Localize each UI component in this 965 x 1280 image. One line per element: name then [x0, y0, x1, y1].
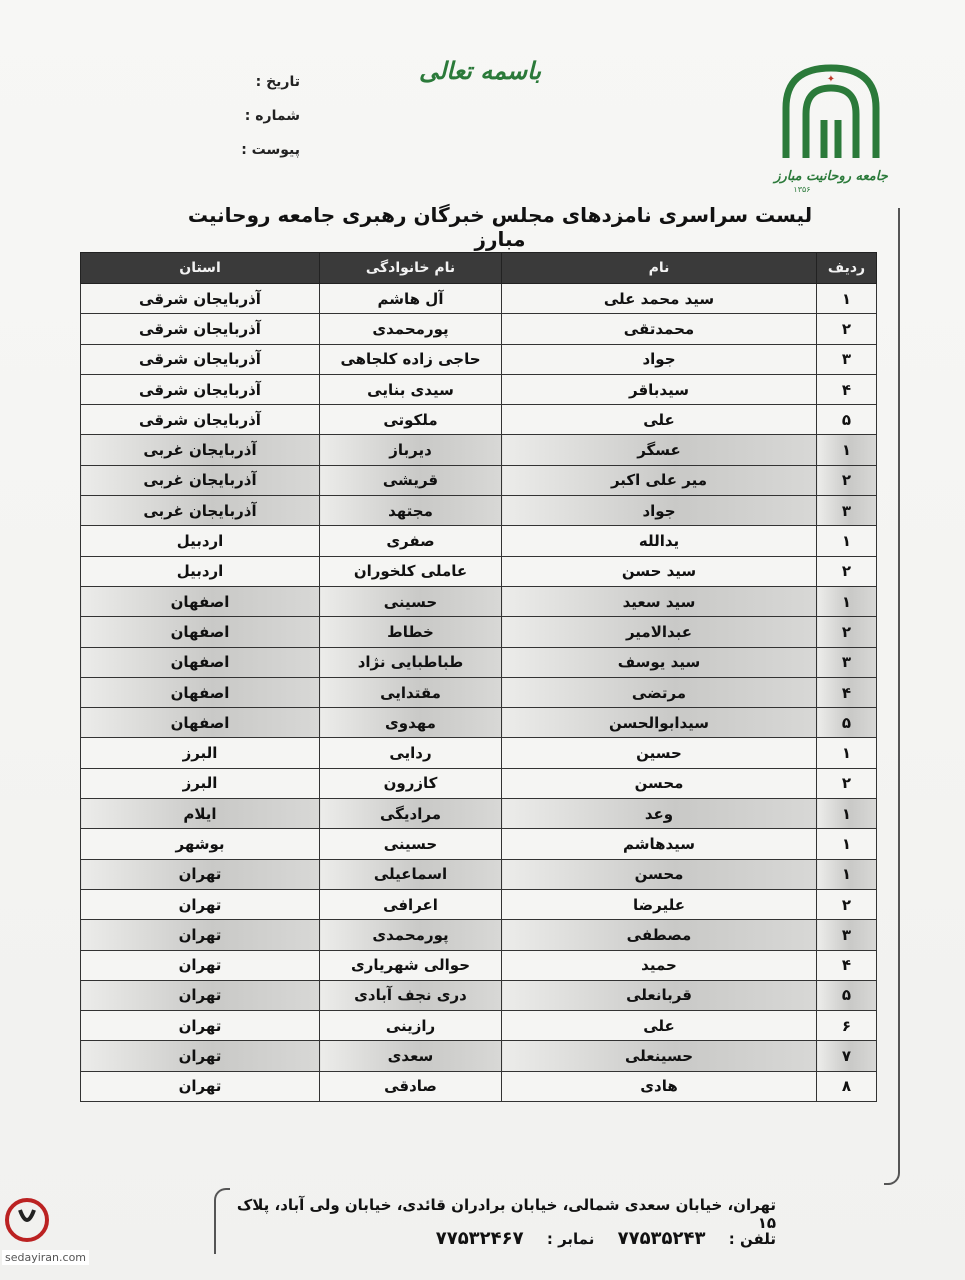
table-row [81, 829, 877, 859]
logo-year: ۱۳۵۶ [793, 185, 811, 194]
province-cell: اصفهان [81, 647, 320, 677]
last-name-cell: رازینی [320, 1011, 502, 1041]
attachment-label: پیوست : [241, 142, 300, 158]
last-name-cell: سیدی بنایی [320, 374, 502, 404]
last-name-cell: اسماعیلی [320, 859, 502, 889]
table-row [81, 374, 877, 404]
first-name-cell: محسن [502, 768, 817, 798]
row-number-cell: ۱ [817, 829, 877, 859]
last-name-cell: صادقی [320, 1071, 502, 1101]
row-number-cell: ۱ [817, 526, 877, 556]
column-header-first-name: نام [502, 253, 817, 284]
column-header-province: استان [81, 253, 320, 284]
last-name-cell: مهدوی [320, 708, 502, 738]
row-number-cell: ۱ [817, 435, 877, 465]
table-row [81, 1041, 877, 1071]
table-row [81, 768, 877, 798]
last-name-cell: سعدی [320, 1041, 502, 1071]
table-row [81, 496, 877, 526]
row-number-cell: ۳ [817, 344, 877, 374]
last-name-cell: ردایی [320, 738, 502, 768]
table-row [81, 284, 877, 314]
table-row [81, 314, 877, 344]
table-row [81, 980, 877, 1010]
document-title: لیست سراسری نامزدهای مجلس خبرگان رهبری جامعه روحانیت مبارز [187, 203, 813, 251]
last-name-cell: مجتهد [320, 496, 502, 526]
province-cell: تهران [81, 889, 320, 919]
province-cell: آذربایجان شرقی [81, 284, 320, 314]
row-number-cell: ۴ [817, 677, 877, 707]
first-name-cell: سیدابوالحسن [502, 708, 817, 738]
last-name-cell: حسینی [320, 586, 502, 616]
first-name-cell: عسگر [502, 435, 817, 465]
first-name-cell: سیدهاشم [502, 829, 817, 859]
last-name-cell: پورمحمدی [320, 920, 502, 950]
first-name-cell: علی [502, 405, 817, 435]
table-row [81, 799, 877, 829]
last-name-cell: دیرباز [320, 435, 502, 465]
first-name-cell: میر علی اکبر [502, 465, 817, 495]
last-name-cell: پورمحمدی [320, 314, 502, 344]
first-name-cell: حسینعلی [502, 1041, 817, 1071]
province-cell: آذربایجان غربی [81, 435, 320, 465]
province-cell: آذربایجان شرقی [81, 405, 320, 435]
row-number-cell: ۴ [817, 950, 877, 980]
last-name-cell: حوالی شهریاری [320, 950, 502, 980]
table-row [81, 586, 877, 616]
row-number-cell: ۵ [817, 405, 877, 435]
first-name-cell: یدالله [502, 526, 817, 556]
table-row [81, 708, 877, 738]
province-cell: آذربایجان شرقی [81, 374, 320, 404]
first-name-cell: مرتضی [502, 677, 817, 707]
province-cell: تهران [81, 980, 320, 1010]
table-row [81, 677, 877, 707]
row-number-cell: ۲ [817, 889, 877, 919]
province-cell: البرز [81, 738, 320, 768]
candidates-table [80, 252, 876, 1102]
last-name-cell: ملکوتی [320, 405, 502, 435]
table-row [81, 1011, 877, 1041]
province-cell: اصفهان [81, 586, 320, 616]
province-cell: آذربایجان شرقی [81, 344, 320, 374]
table-row [81, 435, 877, 465]
first-name-cell: جواد [502, 344, 817, 374]
first-name-cell: حمید [502, 950, 817, 980]
last-name-cell: حاجی زاده کلجاهی [320, 344, 502, 374]
row-number-cell: ۱ [817, 859, 877, 889]
logo-text: جامعه روحانیت مبارز [774, 169, 888, 184]
table-row [81, 950, 877, 980]
first-name-cell: هادی [502, 1071, 817, 1101]
row-number-cell: ۱ [817, 799, 877, 829]
first-name-cell: علی [502, 1011, 817, 1041]
table-row [81, 738, 877, 768]
number-label: شماره : [244, 108, 300, 124]
table-row [81, 556, 877, 586]
first-name-cell: جواد [502, 496, 817, 526]
first-name-cell: سید سعید [502, 586, 817, 616]
fax-number: ۷۷۵۳۲۴۶۷ [435, 1228, 524, 1249]
row-number-cell: ۸ [817, 1071, 877, 1101]
province-cell: تهران [81, 1071, 320, 1101]
row-number-cell: ۳ [817, 496, 877, 526]
table-row [81, 617, 877, 647]
table-row [81, 344, 877, 374]
row-number-cell: ۴ [817, 374, 877, 404]
province-cell: تهران [81, 950, 320, 980]
last-name-cell: آل هاشم [320, 284, 502, 314]
province-cell: آذربایجان شرقی [81, 314, 320, 344]
first-name-cell: قربانعلی [502, 980, 817, 1010]
letter-meta [220, 74, 300, 176]
province-cell: ایلام [81, 799, 320, 829]
row-number-cell: ۶ [817, 1011, 877, 1041]
province-cell: اردبیل [81, 556, 320, 586]
frame-line [884, 208, 900, 1185]
table-row [81, 889, 877, 919]
table-header-row [81, 253, 877, 284]
row-number-cell: ۲ [817, 314, 877, 344]
last-name-cell: عاملی کلخوران [320, 556, 502, 586]
last-name-cell: مرادیگی [320, 799, 502, 829]
row-number-cell: ۲ [817, 768, 877, 798]
first-name-cell: سید حسن [502, 556, 817, 586]
table-row [81, 647, 877, 677]
province-cell: آذربایجان غربی [81, 496, 320, 526]
first-name-cell: سید یوسف [502, 647, 817, 677]
first-name-cell: عبدالامیر [502, 617, 817, 647]
bismillah-heading: باسمه تعالی [418, 56, 542, 85]
row-number-cell: ۲ [817, 617, 877, 647]
row-number-cell: ۱ [817, 586, 877, 616]
table-row [81, 859, 877, 889]
row-number-cell: ۳ [817, 647, 877, 677]
last-name-cell: قریشی [320, 465, 502, 495]
table-row [81, 1071, 877, 1101]
last-name-cell: اعرافی [320, 889, 502, 919]
column-header-last-name: نام خانوادگی [320, 253, 502, 284]
province-cell: بوشهر [81, 829, 320, 859]
date-label: تاریخ : [255, 74, 300, 90]
first-name-cell: حسین [502, 738, 817, 768]
phone-number: ۷۷۵۳۵۲۴۳ [617, 1228, 706, 1249]
row-number-cell: ۷ [817, 1041, 877, 1071]
last-name-cell: طباطبایی نژاد [320, 647, 502, 677]
first-name-cell: سیدباقر [502, 374, 817, 404]
last-name-cell: کازرون [320, 768, 502, 798]
row-number-cell: ۳ [817, 920, 877, 950]
province-cell: آذربایجان غربی [81, 465, 320, 495]
watermark-text: sedayiran.com [2, 1250, 89, 1265]
province-cell: اردبیل [81, 526, 320, 556]
last-name-cell: حسینی [320, 829, 502, 859]
footer-frame-line [214, 1188, 230, 1254]
footer-address: تهران، خیابان سعدی شمالی، خیابان برادران قائدی، خیابان ولی آباد، پلاک ۱۵ [236, 1196, 776, 1232]
province-cell: تهران [81, 1011, 320, 1041]
province-cell: تهران [81, 859, 320, 889]
first-name-cell: وعد [502, 799, 817, 829]
province-cell: اصفهان [81, 677, 320, 707]
first-name-cell: مصطفی [502, 920, 817, 950]
row-number-cell: ۵ [817, 708, 877, 738]
province-cell: اصفهان [81, 708, 320, 738]
province-cell: البرز [81, 768, 320, 798]
last-name-cell: دری نجف آبادی [320, 980, 502, 1010]
first-name-cell: محسن [502, 859, 817, 889]
organization-logo [772, 58, 890, 198]
svg-text:✦: ✦ [826, 74, 836, 85]
first-name-cell: سید محمد علی [502, 284, 817, 314]
column-header-row-number: ردیف [817, 253, 877, 284]
province-cell: اصفهان [81, 617, 320, 647]
table-row [81, 465, 877, 495]
table-row [81, 526, 877, 556]
first-name-cell: محمدتقی [502, 314, 817, 344]
table-row [81, 920, 877, 950]
row-number-cell: ۱ [817, 738, 877, 768]
province-cell: تهران [81, 920, 320, 950]
footer-phones [236, 1228, 776, 1249]
row-number-cell: ۲ [817, 556, 877, 586]
phone-label: تلفن : [728, 1230, 776, 1248]
province-cell: تهران [81, 1041, 320, 1071]
row-number-cell: ۵ [817, 980, 877, 1010]
table-row [81, 405, 877, 435]
watermark-logo-icon [4, 1190, 50, 1252]
last-name-cell: خطاط [320, 617, 502, 647]
fax-label: نمابر : [546, 1230, 595, 1248]
first-name-cell: علیرضا [502, 889, 817, 919]
last-name-cell: مقتدایی [320, 677, 502, 707]
row-number-cell: ۱ [817, 284, 877, 314]
row-number-cell: ۲ [817, 465, 877, 495]
last-name-cell: صفری [320, 526, 502, 556]
